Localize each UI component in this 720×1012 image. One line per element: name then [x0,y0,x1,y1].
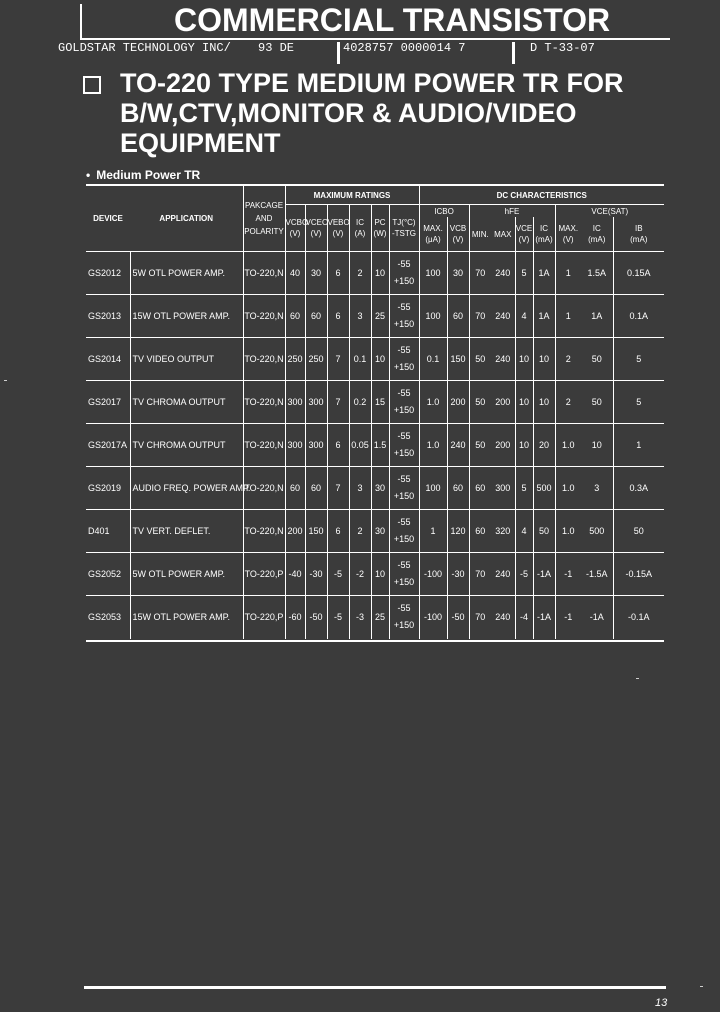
cell-ic: 3 [349,467,371,510]
cell-vcbo: 300 [285,381,305,424]
col-vceo [305,205,327,252]
cell-temp-min: -55 [397,560,411,570]
cell-vce: 4 [515,510,533,553]
cell-hfe-max: 240 [491,338,515,381]
cell-vceo: 150 [305,510,327,553]
cell-vcbo: -60 [285,596,305,639]
cell-icbo-max: -100 [419,553,447,596]
table-row [86,381,664,424]
cell-ib-sat: 50 [613,510,664,553]
group-maximum-ratings: MAXIMUM RATINGS [285,186,419,205]
cell-sat-max: -1 [555,553,581,596]
footer-rule [84,986,666,989]
cell-vceo: 30 [305,252,327,295]
col-vcb-unit: (V) [452,235,464,244]
stamp-number: 93 DE [258,41,295,55]
cell-temp [389,467,419,510]
table-row [86,424,664,467]
cell-ic-sat: 50 [581,381,613,424]
cell-ic-sat: -1.5A [581,553,613,596]
cell-ic-sat: 10 [581,424,613,467]
cell-ic-hfe: 10 [533,338,555,381]
cell-hfe-min: 60 [469,510,491,553]
cell-temp [389,553,419,596]
cell-icbo-max: 100 [419,467,447,510]
cell-ib-sat: 0.15A [613,252,664,295]
col-vceo-unit: (V) [310,229,322,238]
cell-icbo-max: 0.1 [419,338,447,381]
cell-hfe-min: 70 [469,553,491,596]
cell-hfe-max: 240 [491,553,515,596]
cell-package: TO-220,N [243,467,285,510]
cell-ic-hfe: 1A [533,295,555,338]
col-vce [515,217,533,252]
spec-table [86,186,664,639]
col-device: DEVICE [93,214,123,223]
cell-ic-hfe: 500 [533,467,555,510]
cell-icbo-max: -100 [419,596,447,639]
cell-package: TO-220,P [243,553,285,596]
col-package-line: PAKCAGE [244,201,284,210]
col-icbo-max [419,217,447,252]
cell-hfe-max: 300 [491,467,515,510]
cell-hfe-max: 200 [491,381,515,424]
stamp-date-code: D T-33-07 [530,41,595,55]
cell-sat-max: 2 [555,338,581,381]
cell-vceo: 60 [305,295,327,338]
cell-ib-sat: -0.1A [613,596,664,639]
cell-vce: 10 [515,381,533,424]
cell-hfe-max: 320 [491,510,515,553]
cell-package: TO-220,N [243,510,285,553]
group-vce-sat: VCE(SAT) [555,205,664,218]
cell-temp-min: -55 [397,345,411,355]
cell-hfe-max: 240 [491,252,515,295]
subsection-title: Medium Power TR [96,168,201,182]
cell-vebo: 7 [327,467,349,510]
cell-icbo-max: 1.0 [419,424,447,467]
col-ic-sat-unit: (mA) [588,235,606,244]
col-vebo [327,205,349,252]
col-ic-sat-label: IC [592,224,601,233]
table-row [86,467,664,510]
cell-vce: -4 [515,596,533,639]
cell-device: GS2019 [86,467,130,510]
cell-package: TO-220,N [243,252,285,295]
col-vcbo [285,205,309,252]
col-tj-label: TJ(°C) [392,218,416,227]
col-hfe-max: MAX [494,229,512,239]
cell-vceo: 300 [305,381,327,424]
col-sat-max-unit: (V) [562,235,574,244]
cell-vcbo: 300 [285,424,305,467]
cell-vcbo: 250 [285,338,305,381]
cell-ic: 0.2 [349,381,371,424]
cell-ib-sat: 5 [613,338,664,381]
cell-temp-min: -55 [397,302,411,312]
cell-ib-sat: 0.1A [613,295,664,338]
cell-device: GS2013 [86,295,130,338]
cell-application: AUDIO FREQ. POWER AMP. [130,467,243,510]
cell-temp [389,381,419,424]
col-vce-unit: (V) [518,235,530,244]
cell-temp-max: +150 [393,534,415,544]
cell-vcb: -30 [447,553,469,596]
col-pc-label: PC [374,218,386,227]
section-title-line: B/W,CTV,MONITOR & AUDIO/VIDEO [120,98,577,128]
cell-pc: 30 [371,510,389,553]
col-vcb [447,217,469,252]
cell-ic-sat: -1A [581,596,613,639]
cell-ib-sat: 0.3A [613,467,664,510]
cell-temp-max: +150 [393,405,415,415]
spec-table-body [86,252,664,639]
cell-vebo: 6 [327,295,349,338]
col-vcbo-label: VCBO [285,218,309,227]
cell-ic: 2 [349,510,371,553]
table-row [86,510,664,553]
cell-vcb: 60 [447,467,469,510]
cell-hfe-min: 50 [469,424,491,467]
cell-vebo: -5 [327,553,349,596]
cell-application: TV VIDEO OUTPUT [130,338,243,381]
cell-application: 15W OTL POWER AMP. [130,295,243,338]
cell-ib-sat: 1 [613,424,664,467]
cell-temp [389,424,419,467]
col-package [243,186,285,252]
bullet-icon: • [86,168,91,182]
cell-ic-hfe: 50 [533,510,555,553]
cell-sat-max: 1.0 [555,467,581,510]
cell-vce: 5 [515,467,533,510]
col-hfe-min: MIN. [469,217,491,252]
col-ib-sat-label: IB [635,224,643,233]
cell-temp-min: -55 [397,474,411,484]
cell-pc: 1.5 [371,424,389,467]
stamp-company: GOLDSTAR TECHNOLOGY INC/ [58,41,231,55]
col-tj-tstg [389,205,419,252]
cell-sat-max: 1.0 [555,424,581,467]
scan-speck [4,380,7,381]
cell-hfe-min: 60 [469,467,491,510]
section-title [120,68,700,158]
stamp-code: 4028757 0000014 7 [343,41,466,55]
col-ic-unit: (A) [354,229,366,238]
cell-temp-max: +150 [393,276,415,286]
cell-ic: 0.05 [349,424,371,467]
cell-vcb: 200 [447,381,469,424]
cell-vebo: 7 [327,381,349,424]
cell-icbo-max: 100 [419,295,447,338]
col-pc [371,205,389,252]
cell-vcb: 30 [447,252,469,295]
col-tstg-label: -TSTG [392,229,416,238]
cell-vceo: 250 [305,338,327,381]
cell-device: GS2017 [86,381,130,424]
cell-pc: 30 [371,467,389,510]
cell-ic-hfe: 1A [533,252,555,295]
cell-ic-hfe: -1A [533,553,555,596]
cell-hfe-min: 70 [469,596,491,639]
cell-hfe-max: 240 [491,596,515,639]
cell-ic-sat: 500 [581,510,613,553]
cell-icbo-max: 100 [419,252,447,295]
col-sat-max-label: MAX. [558,224,579,233]
cell-vcbo: 60 [285,467,305,510]
cell-application: 15W OTL POWER AMP. [130,596,243,639]
col-package-line: POLARITY [244,227,284,236]
cell-vebo: 6 [327,510,349,553]
col-ic-hfe [533,217,555,252]
cell-ic-sat: 3 [581,467,613,510]
col-application: APPLICATION [159,214,214,223]
page-number: 13 [655,997,668,1009]
cell-ic-sat: 1.5A [581,252,613,295]
cell-ib-sat: 5 [613,381,664,424]
cell-vce: 10 [515,424,533,467]
table-row [86,252,664,295]
cell-vcbo: -40 [285,553,305,596]
cell-device: GS2012 [86,252,130,295]
cell-pc: 15 [371,381,389,424]
col-vce-label: VCE [515,224,533,233]
col-vcb-label: VCB [449,224,467,233]
col-sat-max [555,217,581,252]
cell-vebo: 6 [327,252,349,295]
cell-vce: 4 [515,295,533,338]
cell-application: 5W OTL POWER AMP. [130,252,243,295]
subsection-label [86,168,200,182]
cell-temp [389,295,419,338]
cell-temp [389,338,419,381]
cell-vcb: -50 [447,596,469,639]
cell-device: D401 [86,510,130,553]
cell-hfe-max: 200 [491,424,515,467]
cell-application: TV CHROMA OUTPUT [130,424,243,467]
cell-temp-max: +150 [393,491,415,501]
cell-vcb: 240 [447,424,469,467]
cell-vceo: -30 [305,553,327,596]
cell-vcbo: 40 [285,252,305,295]
cell-vcb: 120 [447,510,469,553]
col-ic-hfe-label: IC [540,224,549,233]
col-package-line: AND [255,214,273,223]
cell-pc: 25 [371,596,389,639]
group-dc-characteristics: DC CHARACTERISTICS [419,186,664,205]
col-ib-sat [613,217,664,252]
cell-vceo: 300 [305,424,327,467]
cell-vce: -5 [515,553,533,596]
col-ic-hfe-unit: (mA) [535,235,553,244]
cell-temp-min: -55 [397,431,411,441]
cell-temp-max: +150 [393,448,415,458]
cell-sat-max: 1.0 [555,510,581,553]
col-vcbo-unit: (V) [289,229,301,238]
cell-temp [389,510,419,553]
col-icbo-max-label: MAX. [423,224,443,233]
cell-ic-hfe: -1A [533,596,555,639]
cell-vebo: 6 [327,424,349,467]
cell-icbo-max: 1 [419,510,447,553]
section-title-line: EQUIPMENT [120,128,281,158]
cell-hfe-max: 240 [491,295,515,338]
col-ic-label: IC [356,218,364,227]
table-bottom-rule [86,640,664,642]
cell-ic: 2 [349,252,371,295]
stamp-bar [337,42,340,64]
cell-sat-max: 2 [555,381,581,424]
cell-ic-hfe: 20 [533,424,555,467]
cell-hfe-min: 70 [469,252,491,295]
cell-vce: 5 [515,252,533,295]
col-vebo-unit: (V) [332,229,344,238]
header-frame-left [80,4,82,38]
cell-sat-max: -1 [555,596,581,639]
cell-ic: 3 [349,295,371,338]
header-rule [80,38,670,40]
cell-pc: 10 [371,338,389,381]
cell-icbo-max: 1.0 [419,381,447,424]
cell-application: TV CHROMA OUTPUT [130,381,243,424]
cell-vcbo: 60 [285,295,305,338]
cell-device: GS2017A [86,424,130,467]
cell-hfe-min: 50 [469,338,491,381]
cell-vcb: 150 [447,338,469,381]
cell-device: GS2053 [86,596,130,639]
group-hfe: hFE [469,205,555,218]
cell-package: TO-220,N [243,338,285,381]
section-title-line: TO-220 TYPE MEDIUM POWER TR FOR [120,68,624,98]
cell-sat-max: 1 [555,295,581,338]
cell-vceo: 60 [305,467,327,510]
col-vebo-label: VEBO [327,218,350,227]
cell-vcb: 60 [447,295,469,338]
cell-package: TO-220,N [243,295,285,338]
cell-temp [389,252,419,295]
cell-temp-min: -55 [397,517,411,527]
table-row [86,553,664,596]
stamp-bar [512,42,515,64]
scan-speck [700,986,703,987]
cell-device: GS2052 [86,553,130,596]
cell-ic-hfe: 10 [533,381,555,424]
cell-pc: 10 [371,553,389,596]
col-icbo-unit: (μA) [425,235,441,244]
cell-pc: 25 [371,295,389,338]
cell-temp-max: +150 [393,620,415,631]
cell-temp [389,596,419,639]
group-icbo: ICBO [419,205,469,218]
cell-temp-max: +150 [393,319,415,329]
col-pc-unit: (W) [373,229,387,238]
cell-application: TV VERT. DEFLET. [130,510,243,553]
col-ib-sat-unit: (mA) [630,235,648,244]
cell-package: TO-220,N [243,424,285,467]
cell-temp-min: -55 [397,603,411,614]
cell-ib-sat: -0.15A [613,553,664,596]
cell-package: TO-220,N [243,381,285,424]
page-title: COMMERCIAL TRANSISTOR [174,2,611,38]
cell-vceo: -50 [305,596,327,639]
cell-ic: -2 [349,553,371,596]
cell-ic: 0.1 [349,338,371,381]
cell-vcbo: 200 [285,510,305,553]
cell-temp-min: -55 [397,388,411,398]
cell-vce: 10 [515,338,533,381]
cell-pc: 10 [371,252,389,295]
cell-device: GS2014 [86,338,130,381]
table-row [86,596,664,639]
cell-package: TO-220,P [243,596,285,639]
cell-vebo: 7 [327,338,349,381]
section-checkbox-icon [83,76,101,94]
table-row [86,295,664,338]
cell-ic-sat: 50 [581,338,613,381]
cell-ic-sat: 1A [581,295,613,338]
cell-temp-max: +150 [393,577,415,587]
col-ic-sat [581,217,613,252]
cell-ic: -3 [349,596,371,639]
cell-vebo: -5 [327,596,349,639]
cell-temp-max: +150 [393,362,415,372]
table-row [86,338,664,381]
cell-application: 5W OTL POWER AMP. [130,553,243,596]
cell-sat-max: 1 [555,252,581,295]
cell-hfe-min: 70 [469,295,491,338]
cell-hfe-min: 50 [469,381,491,424]
col-vceo-label: VCEO [305,218,329,227]
cell-temp-min: -55 [397,259,411,269]
scan-speck [636,678,639,679]
col-ic [349,205,371,252]
